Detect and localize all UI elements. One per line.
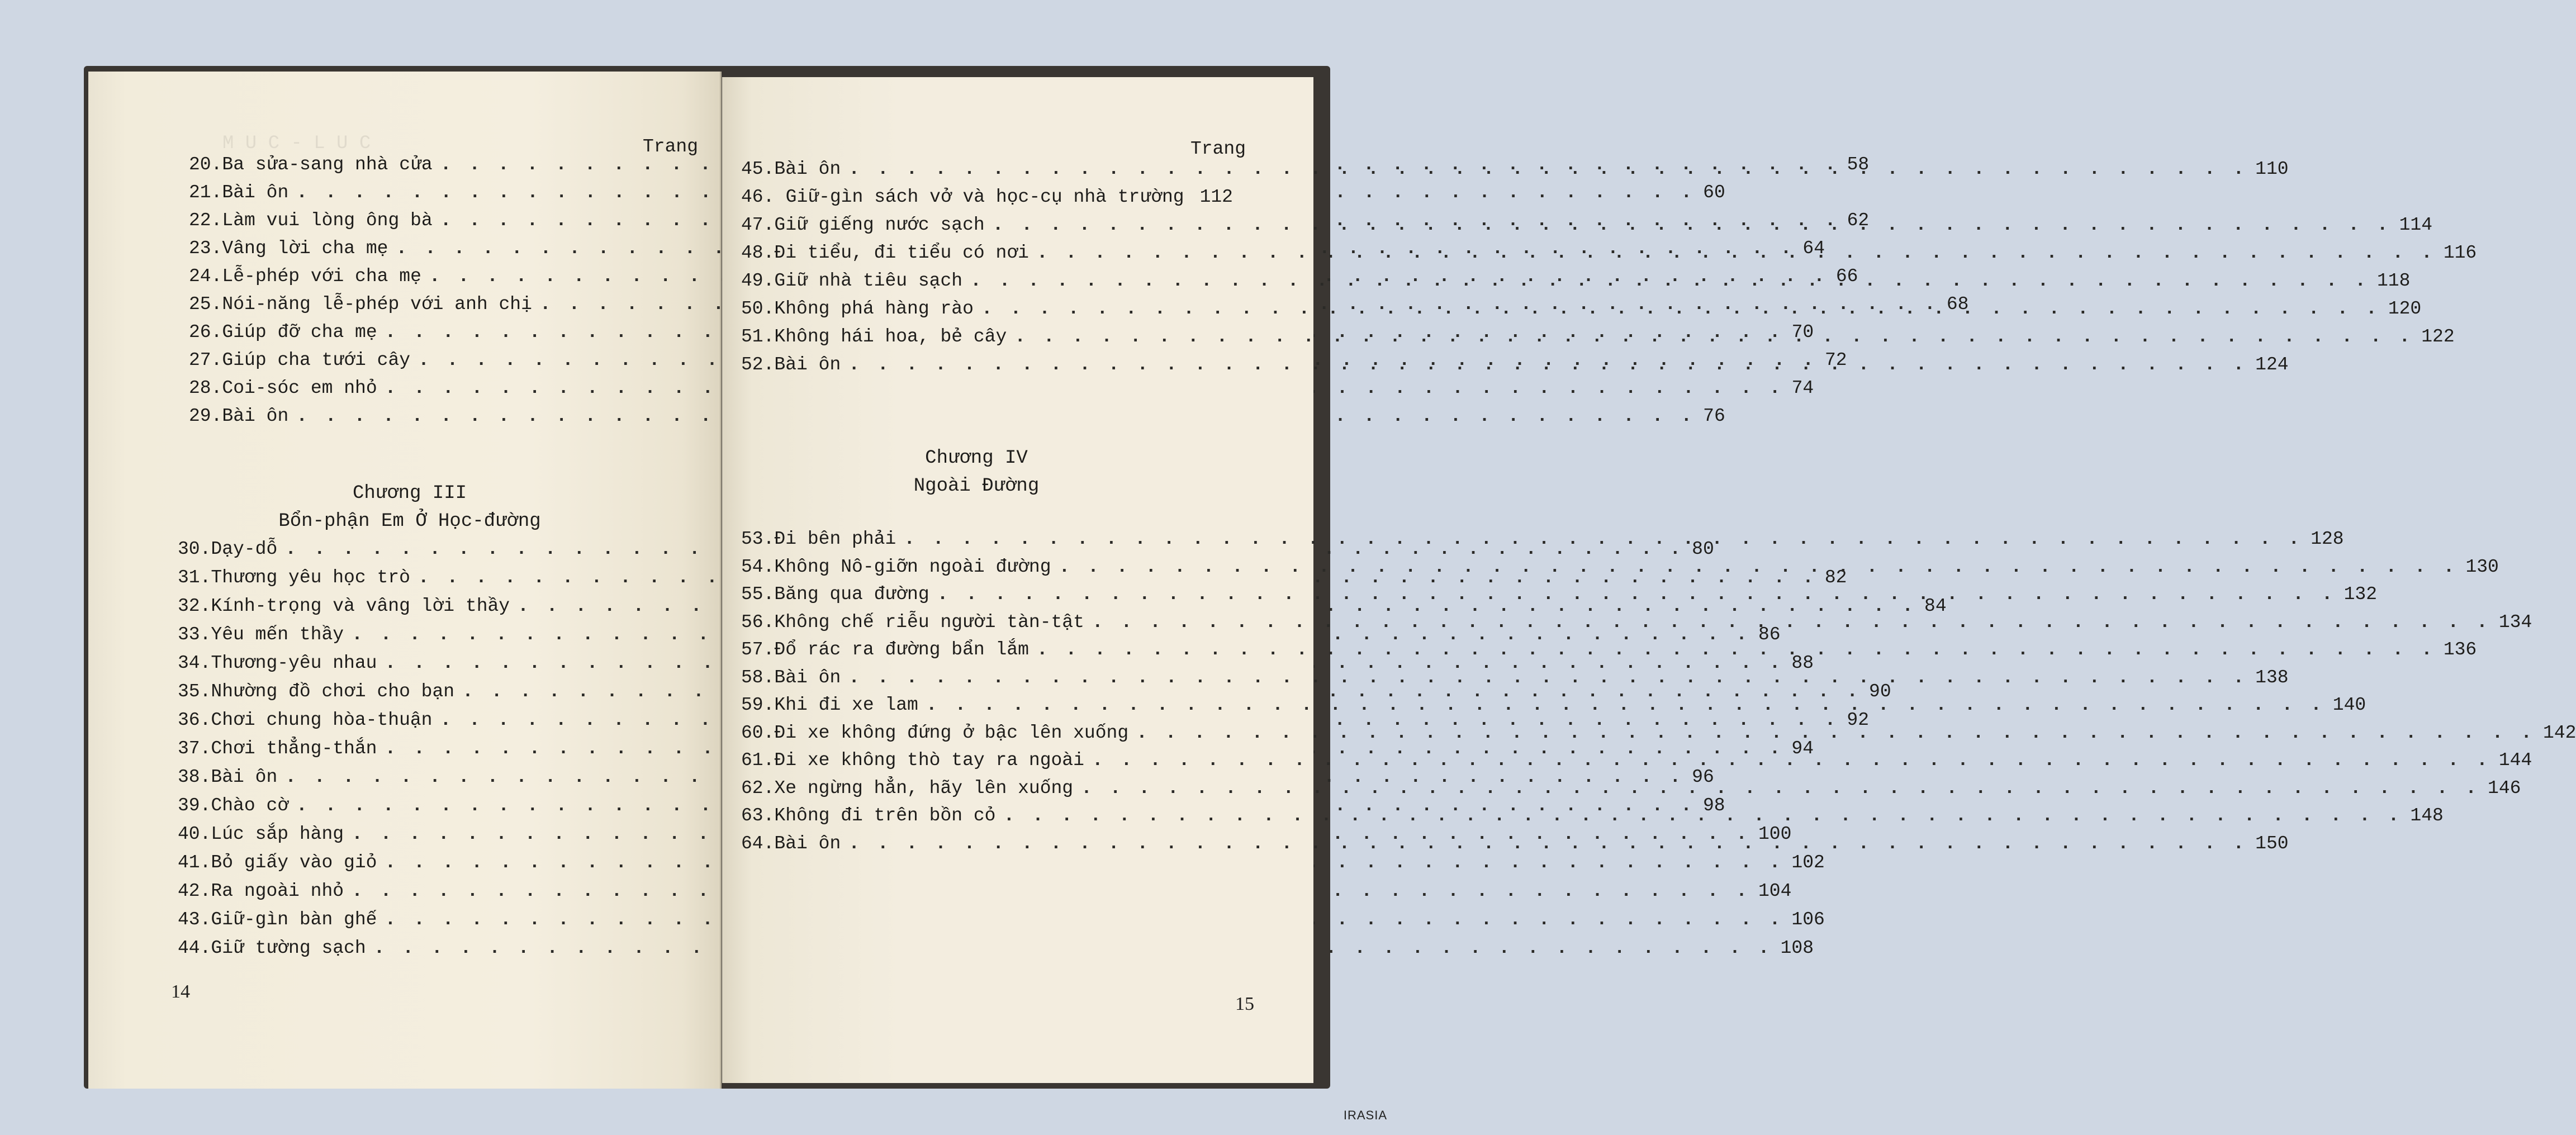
toc-entry xyxy=(741,556,2499,577)
toc-entry xyxy=(741,639,2477,660)
right-chapter-subtitle: Ngoài Đường xyxy=(913,476,1040,497)
toc-entry-number: 41. xyxy=(178,852,211,873)
toc-entry-page: 84 xyxy=(1924,596,1947,616)
toc-entry-number: 53. xyxy=(741,529,775,549)
toc-entry-number: 48. xyxy=(741,243,775,263)
toc-entry-number: 59. xyxy=(741,695,775,715)
toc-entry xyxy=(178,938,1814,958)
toc-entry-title: Bài ôn xyxy=(222,182,289,203)
toc-entry-number: 38. xyxy=(178,767,211,787)
toc-entry-page: 74 xyxy=(1791,378,1814,398)
toc-entry-page: 64 xyxy=(1802,238,1825,259)
toc-entry xyxy=(178,710,1870,730)
toc-entry-title: Dạy-dỗ xyxy=(211,539,278,559)
toc-entry-title: Giúp cha tưới cây xyxy=(222,350,411,371)
toc-entry-number: 46. xyxy=(741,187,775,207)
toc-entry-number: 44. xyxy=(178,938,211,958)
toc-entry-title: Không đi trên bồn cỏ xyxy=(774,805,996,826)
toc-entry xyxy=(741,722,2576,743)
toc-entry-page: 106 xyxy=(1791,909,1825,930)
source-watermark: IRASIA xyxy=(1343,1108,1387,1122)
toc-entry-page: 116 xyxy=(2443,243,2477,263)
toc-entry-page: 148 xyxy=(2410,805,2444,826)
left-page-number: 14 xyxy=(171,981,190,1002)
toc-entry-number: 37. xyxy=(178,738,211,759)
toc-entry-title: Bỏ giấy vào giỏ xyxy=(211,852,377,873)
toc-entry-number: 55. xyxy=(741,584,775,605)
toc-entry-title: Không chế riễu người tàn-tật xyxy=(774,611,1084,633)
toc-dot-leader xyxy=(1092,613,2491,631)
toc-entry xyxy=(178,852,1825,873)
toc-dot-leader xyxy=(1037,244,2436,262)
toc-entry-title: Băng qua đường xyxy=(774,584,929,605)
toc-entry-title: Ba sửa-sang nhà cửa xyxy=(222,154,433,175)
toc-entry-title: Khi đi xe lam xyxy=(774,695,918,715)
toc-entry-page: 88 xyxy=(1791,653,1814,673)
toc-dot-leader xyxy=(993,216,2392,234)
toc-entry-page: 150 xyxy=(2255,833,2289,854)
toc-entry xyxy=(178,738,1814,759)
toc-entry-page: 144 xyxy=(2498,750,2532,771)
toc-entry-number: 39. xyxy=(178,795,211,816)
toc-entry xyxy=(178,767,1714,787)
toc-entry-number: 23. xyxy=(189,238,222,259)
toc-entry-number: 50. xyxy=(741,298,775,319)
toc-entry-title: Nói-năng lễ-phép với anh chị xyxy=(222,294,532,315)
toc-entry-title: Giữ nhà tiêu sạch xyxy=(774,270,963,291)
toc-entry-page: 124 xyxy=(2255,354,2289,375)
toc-entry-number: 22. xyxy=(189,210,222,231)
show-through-text: M U C - L U C xyxy=(222,133,371,154)
toc-entry-title: Chơi chung hòa-thuận xyxy=(211,710,433,730)
toc-entry-page: 76 xyxy=(1703,406,1725,426)
toc-entry-page: 72 xyxy=(1825,350,1847,371)
toc-entry-page: 120 xyxy=(2388,298,2422,319)
right-page-number: 15 xyxy=(1235,994,1254,1014)
toc-entry-page: 136 xyxy=(2443,639,2477,660)
toc-dot-leader xyxy=(1092,751,2491,770)
toc-entry-number: 20. xyxy=(189,154,222,175)
toc-entry-page: 70 xyxy=(1791,322,1814,343)
toc-entry-number: 31. xyxy=(178,567,211,588)
toc-entry xyxy=(178,653,1814,673)
toc-entry-number: 64. xyxy=(741,833,775,854)
left-chapter-subtitle: Bổn-phận Em Ở Học-đường xyxy=(278,511,541,532)
toc-entry-title: Giúp đỡ cha mẹ xyxy=(222,322,377,343)
toc-dot-leader xyxy=(981,300,2380,318)
toc-entry-page: 110 xyxy=(2255,159,2289,179)
toc-entry-number: 30. xyxy=(178,539,211,559)
toc-entry-page: 62 xyxy=(1847,210,1870,231)
toc-dot-leader xyxy=(926,696,2325,714)
toc-entry-title: Đổ rác ra đường bẩn lắm xyxy=(774,639,1029,660)
toc-entry-page: 132 xyxy=(2343,584,2378,605)
toc-entry-number: 58. xyxy=(741,667,775,688)
toc-entry-title: Đi tiểu, đi tiểu có nơi xyxy=(774,243,1029,263)
toc-entry-number: 27. xyxy=(189,350,222,371)
toc-entry xyxy=(741,667,2289,688)
toc-entry xyxy=(178,567,1847,588)
toc-entry-title: Thương yêu học trò xyxy=(211,567,410,588)
toc-entry-number: 26. xyxy=(189,322,222,343)
toc-entry-page: 140 xyxy=(2332,695,2366,715)
toc-entry-page: 60 xyxy=(1703,182,1725,203)
toc-entry-title: Ra ngoài nhỏ xyxy=(211,881,344,901)
toc-entry xyxy=(189,378,1814,398)
toc-entry-title: Kính-trọng và vâng lời thầy xyxy=(211,596,510,616)
left-chapter-label: Chương III xyxy=(352,483,467,504)
toc-entry xyxy=(178,881,1792,901)
toc-dot-leader xyxy=(1037,640,2436,659)
toc-entry-number: 32. xyxy=(178,596,211,616)
toc-entry-page: 108 xyxy=(1780,938,1814,958)
toc-dot-leader xyxy=(848,355,2247,374)
toc-entry-title: Giữ tường sạch xyxy=(211,938,366,958)
toc-dot-leader xyxy=(1004,806,2403,825)
toc-entry-number: 40. xyxy=(178,824,211,844)
toc-entry-number: 47. xyxy=(741,215,775,235)
toc-dot-leader xyxy=(970,272,2369,290)
toc-entry-page: 100 xyxy=(1758,824,1792,844)
toc-entry-number: 45. xyxy=(741,159,775,179)
toc-entry-number: 36. xyxy=(178,710,211,730)
toc-entry-page: 68 xyxy=(1946,294,1969,315)
toc-entry-title: Chào cờ xyxy=(211,795,289,816)
toc-entry-title: Bài ôn xyxy=(222,406,289,426)
toc-entry-title: Lúc sắp hàng xyxy=(211,824,344,844)
toc-dot-leader xyxy=(937,585,2336,604)
toc-entry-number: 25. xyxy=(189,294,222,315)
toc-entry-number: 52. xyxy=(741,354,775,375)
toc-entry-number: 60. xyxy=(741,722,775,743)
toc-entry-page: 92 xyxy=(1847,710,1870,730)
toc-entry-page: 86 xyxy=(1758,624,1781,645)
toc-entry xyxy=(178,596,1947,616)
toc-dot-leader xyxy=(1014,327,2413,346)
toc-entry-number: 57. xyxy=(741,639,775,660)
toc-entry-number: 29. xyxy=(189,406,222,426)
toc-entry-title: Bài ôn xyxy=(774,354,841,375)
toc-entry-page: 114 xyxy=(2399,215,2433,235)
toc-entry-page: 98 xyxy=(1702,795,1725,816)
toc-entry-number: 61. xyxy=(741,750,775,771)
toc-entry-number: 56. xyxy=(741,611,775,633)
toc-entry-number: 43. xyxy=(178,909,211,930)
left-page-header: Trang xyxy=(643,136,699,157)
toc-entry-title: Xe ngừng hẳn, hãy lên xuống xyxy=(774,777,1074,799)
toc-entry xyxy=(741,695,2366,715)
toc-entry-page: 90 xyxy=(1869,681,1891,702)
toc-entry-number: 28. xyxy=(189,378,222,398)
toc-entry-title: Đi xe không đứng ở bậc lên xuống xyxy=(774,722,1129,743)
toc-entry-number: 62. xyxy=(741,777,775,799)
toc-entry-title: Bài ôn xyxy=(211,767,278,787)
toc-dot-leader xyxy=(848,668,2247,687)
toc-entry xyxy=(178,909,1825,930)
toc-entry-page: 82 xyxy=(1824,567,1847,588)
toc-entry-page: 112 xyxy=(1199,187,1233,207)
toc-entry xyxy=(189,406,1725,426)
toc-entry-title: Yêu mến thầy xyxy=(211,624,344,645)
toc-entry-title: Vâng lời cha mẹ xyxy=(222,238,388,259)
toc-dot-leader xyxy=(1059,558,2458,576)
toc-entry xyxy=(741,188,1233,206)
toc-entry-page: 102 xyxy=(1791,852,1825,873)
toc-entry-title: Bài ôn xyxy=(774,667,841,688)
toc-entry xyxy=(741,750,2532,771)
right-chapter-label: Chương IV xyxy=(925,448,1028,469)
toc-entry-number: 33. xyxy=(178,624,211,645)
toc-entry-page: 142 xyxy=(2543,722,2576,743)
toc-entry-number: 42. xyxy=(178,881,211,901)
toc-entry-title: Giữ giếng nước sạch xyxy=(774,215,985,235)
toc-entry-number: 21. xyxy=(189,182,222,203)
toc-entry-title: Đi bên phải xyxy=(774,529,896,549)
toc-entry-title: Coi-sóc em nhỏ xyxy=(222,378,377,398)
toc-entry-title: Giữ-gìn sách vở và học-cụ nhà trường xyxy=(785,187,1184,207)
toc-entry-page: 96 xyxy=(1692,767,1714,787)
toc-entry-title: Bài ôn xyxy=(774,833,841,854)
toc-entry-title: Lễ-phép với cha mẹ xyxy=(222,266,421,287)
toc-entry-title: Không phá hàng rào xyxy=(774,298,974,319)
toc-entry-page: 66 xyxy=(1835,266,1858,287)
toc-entry-title: Đi xe không thò tay ra ngoài xyxy=(774,750,1084,771)
toc-entry-number: 24. xyxy=(189,266,222,287)
toc-entry-page: 138 xyxy=(2255,667,2289,688)
toc-entry-title: Thương-yêu nhau xyxy=(211,653,377,673)
toc-entry-title: Chơi thẳng-thắn xyxy=(211,738,377,759)
toc-dot-leader xyxy=(1136,724,2535,742)
toc-dot-leader xyxy=(1081,779,2480,797)
toc-entry-number: 49. xyxy=(741,270,775,291)
toc-entry-page: 104 xyxy=(1758,881,1792,901)
toc-entry xyxy=(741,584,2378,605)
toc-entry xyxy=(178,681,1891,702)
toc-entry-page: 80 xyxy=(1692,539,1714,559)
toc-dot-leader xyxy=(904,530,2303,548)
toc-entry-page: 128 xyxy=(2311,529,2344,549)
toc-entry-number: 35. xyxy=(178,681,211,702)
toc-entry-page: 146 xyxy=(2488,777,2521,799)
toc-entry-title: Không Nô-giỡn ngoài đường xyxy=(774,556,1051,577)
toc-entry-number: 51. xyxy=(741,326,775,347)
toc-entry xyxy=(178,624,1781,645)
toc-entry-number: 63. xyxy=(741,805,775,826)
toc-entry xyxy=(741,611,2532,633)
toc-entry-page: 134 xyxy=(2498,611,2532,633)
toc-entry-page: 122 xyxy=(2421,326,2455,347)
toc-entry-title: Nhường đồ chơi cho bạn xyxy=(211,681,455,702)
toc-entry-page: 118 xyxy=(2377,270,2411,291)
toc-dot-leader xyxy=(848,160,2247,178)
toc-entry-number: 54. xyxy=(741,556,775,577)
toc-entry-number: 34. xyxy=(178,653,211,673)
toc-entry-title: Làm vui lòng ông bà xyxy=(222,210,433,231)
toc-dot-leader xyxy=(848,834,2247,853)
toc-entry-page: 58 xyxy=(1847,154,1870,175)
toc-entry-title: Bài ôn xyxy=(774,159,841,179)
toc-entry-page: 130 xyxy=(2465,556,2499,577)
toc-entry-title: Không hái hoa, bẻ cây xyxy=(774,326,1007,347)
toc-entry-page: 94 xyxy=(1791,738,1814,759)
toc-entry-title: Giữ-gìn bàn ghế xyxy=(211,909,377,930)
right-page-header: Trang xyxy=(1190,139,1246,159)
